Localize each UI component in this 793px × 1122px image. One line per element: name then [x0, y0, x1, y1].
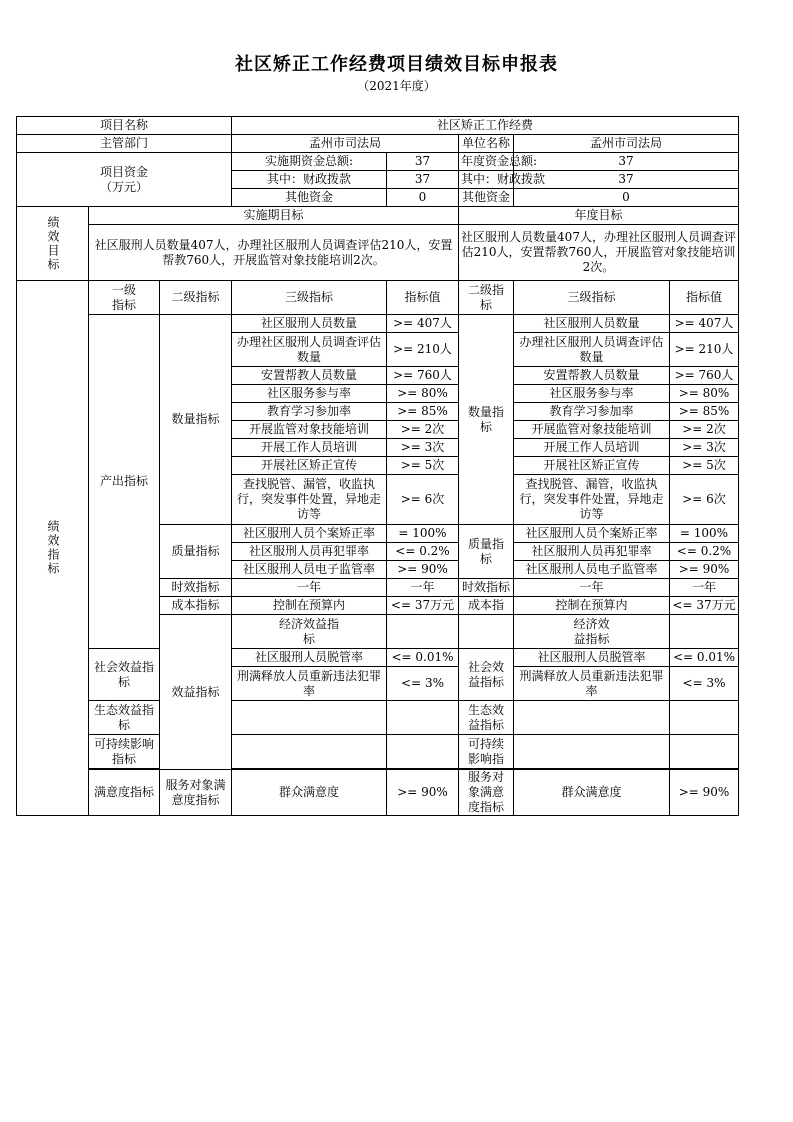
quantity-value: >= 407人 — [387, 315, 459, 333]
fiscal-funds-label: 其中：财政拨款 — [232, 171, 387, 189]
social-name-year: 刑满释放人员重新违法犯罪率 — [514, 667, 670, 701]
sustain-label-year: 可持续 影响指 — [459, 735, 514, 769]
quality-value: >= 90% — [387, 561, 459, 579]
quantity-value: >= 210人 — [387, 333, 459, 367]
value-header-year: 指标值 — [670, 281, 739, 315]
other-funds-value-impl: 0 — [387, 189, 459, 207]
quantity-name-year: 教育学习参加率 — [514, 403, 670, 421]
cost-value: <= 37万元 — [387, 597, 459, 615]
quantity-name: 开展工作人员培训 — [232, 439, 387, 457]
cost-name: 控制在预算内 — [232, 597, 387, 615]
timeliness-name-year: 一年 — [514, 579, 670, 597]
satisfaction-value-year: >= 90% — [670, 770, 739, 816]
sustain-value — [387, 735, 459, 769]
sustain-name-year — [514, 735, 670, 769]
eco-name-year — [514, 701, 670, 735]
quantity-value-year: >= 85% — [670, 403, 739, 421]
dept-label: 主管部门 — [17, 135, 232, 153]
quantity-label-year: 数量指 标 — [459, 315, 514, 525]
quality-label: 质量指标 — [160, 525, 232, 579]
social-value: <= 0.01% — [387, 649, 459, 667]
economic-label-year: 经济效 益指标 — [514, 615, 670, 649]
quality-value-year: >= 90% — [670, 561, 739, 579]
quality-value-year: = 100% — [670, 525, 739, 543]
sustain-value-year — [670, 735, 739, 769]
quantity-value: >= 760人 — [387, 367, 459, 385]
quantity-name-year: 开展工作人员培训 — [514, 439, 670, 457]
social-label: 社会效益指 标 — [89, 649, 160, 701]
performance-goal-table — [16, 116, 739, 816]
eco-name — [232, 701, 387, 735]
economic-name-year — [670, 615, 739, 649]
eco-value-year — [670, 701, 739, 735]
quantity-name-year: 开展监管对象技能培训 — [514, 421, 670, 439]
quantity-name-year: 社区服刑人员数量 — [514, 315, 670, 333]
quantity-name-year: 社区服务参与率 — [514, 385, 670, 403]
eco-value — [387, 701, 459, 735]
other-funds-label: 其他资金 — [232, 189, 387, 207]
form-title: 社区矫正工作经费项目绩效目标申报表 — [235, 54, 558, 75]
level3-header: 三级指标 — [232, 281, 387, 315]
quality-value: <= 0.2% — [387, 543, 459, 561]
level1-header: 一级 指标 — [89, 281, 160, 315]
output-label: 产出指标 — [89, 315, 160, 649]
satisfaction-label: 满意度指标 — [89, 770, 160, 816]
social-value-year: <= 0.01% — [670, 649, 739, 667]
social-name: 刑满释放人员重新违法犯罪率 — [232, 667, 387, 701]
quantity-value: >= 3次 — [387, 439, 459, 457]
economic-label: 经济效益指 标 — [232, 615, 387, 649]
social-label-year: 社会效 益指标 — [459, 649, 514, 701]
economic-name — [387, 615, 459, 649]
total-funds-value: 37 — [387, 153, 459, 171]
quantity-value-year: >= 2次 — [670, 421, 739, 439]
quantity-value-year: >= 5次 — [670, 457, 739, 475]
annual-funds-value: 37 — [514, 153, 739, 171]
quality-name: 社区服刑人员电子监管率 — [232, 561, 387, 579]
satisfaction-name: 群众满意度 — [232, 770, 387, 816]
goals-label: 绩效目标 — [17, 207, 89, 281]
cost-value-year: <= 37万元 — [670, 597, 739, 615]
form-subtitle: （2021年度） — [357, 79, 436, 93]
funds-label: 项目资金 （万元） — [17, 153, 232, 207]
quantity-name: 社区服刑人员数量 — [232, 315, 387, 333]
quantity-name: 开展监管对象技能培训 — [232, 421, 387, 439]
quantity-name: 开展社区矫正宣传 — [232, 457, 387, 475]
impl-goal-text: 社区服刑人员数量407人，办理社区服刑人员调查评估210人，安置帮教760人，开展监管对象技能培训2次。 — [89, 225, 459, 281]
quantity-name-year: 安置帮教人员数量 — [514, 367, 670, 385]
quantity-name: 社区服务参与率 — [232, 385, 387, 403]
cost-name-year: 控制在预算内 — [514, 597, 670, 615]
timeliness-label: 时效指标 — [160, 579, 232, 597]
year-goal-header: 年度目标 — [459, 207, 739, 225]
benefit-label: 效益指标 — [160, 615, 232, 770]
total-funds-label: 实施期资金总额: — [232, 153, 387, 171]
level3-header-year: 三级指标 — [514, 281, 670, 315]
service-satisfaction-label: 服务对象满 意度指标 — [160, 770, 232, 816]
quantity-value: >= 80% — [387, 385, 459, 403]
quantity-name-year: 办理社区服刑人员调查评估数量 — [514, 333, 670, 367]
quantity-value: >= 6次 — [387, 475, 459, 525]
social-value: <= 3% — [387, 667, 459, 701]
other-funds-value-year: 0 — [514, 189, 739, 207]
satisfaction-value: >= 90% — [387, 770, 459, 816]
quality-name: 社区服刑人员个案矫正率 — [232, 525, 387, 543]
fiscal-funds-value-year: 37 — [514, 171, 739, 189]
quantity-name: 安置帮教人员数量 — [232, 367, 387, 385]
fiscal-funds-label-year: 其中：财政拨款 — [459, 171, 514, 189]
quantity-label: 数量指标 — [160, 315, 232, 525]
quantity-name-year: 开展社区矫正宣传 — [514, 457, 670, 475]
quality-value: = 100% — [387, 525, 459, 543]
timeliness-name: 一年 — [232, 579, 387, 597]
quantity-name-year: 查找脱管、漏管，收监执行，突发事件处置，异地走访等 — [514, 475, 670, 525]
quantity-value: >= 2次 — [387, 421, 459, 439]
other-funds-label-year: 其他资金 — [459, 189, 514, 207]
unit-label: 单位名称 — [459, 135, 514, 153]
quantity-value-year: >= 760人 — [670, 367, 739, 385]
eco-label-year: 生态效 益指标 — [459, 701, 514, 735]
quantity-value-year: >= 3次 — [670, 439, 739, 457]
social-name: 社区服刑人员脱管率 — [232, 649, 387, 667]
social-name-year: 社区服刑人员脱管率 — [514, 649, 670, 667]
quantity-name: 教育学习参加率 — [232, 403, 387, 421]
timeliness-label-year: 时效指标 — [459, 579, 514, 597]
quantity-value-year: >= 407人 — [670, 315, 739, 333]
quality-value-year: <= 0.2% — [670, 543, 739, 561]
quantity-value-year: >= 80% — [670, 385, 739, 403]
level2-header-year: 二级指 标 — [459, 281, 514, 315]
indicators-label: 绩效指标 — [17, 281, 89, 816]
quality-name-year: 社区服刑人员再犯罪率 — [514, 543, 670, 561]
year-goal-text: 社区服刑人员数量407人，办理社区服刑人员调查评估210人，安置帮教760人，开展监管对象技能培训2次。 — [459, 225, 739, 281]
cost-label-year: 成本指 — [459, 597, 514, 615]
quantity-name: 办理社区服刑人员调查评估数量 — [232, 333, 387, 367]
satisfaction-name-year: 群众满意度 — [514, 770, 670, 816]
economic-value — [459, 615, 514, 649]
sustain-name — [232, 735, 387, 769]
cost-label: 成本指标 — [160, 597, 232, 615]
quantity-value: >= 85% — [387, 403, 459, 421]
level2-header: 二级指标 — [160, 281, 232, 315]
timeliness-value-year: 一年 — [670, 579, 739, 597]
quality-name-year: 社区服刑人员个案矫正率 — [514, 525, 670, 543]
quantity-value-year: >= 6次 — [670, 475, 739, 525]
sustain-label: 可持续影响 指标 — [89, 735, 160, 769]
project-name-label: 项目名称 — [17, 117, 232, 135]
value-header: 指标值 — [387, 281, 459, 315]
quality-name: 社区服刑人员再犯罪率 — [232, 543, 387, 561]
fiscal-funds-value-impl: 37 — [387, 171, 459, 189]
social-value-year: <= 3% — [670, 667, 739, 701]
service-satisfaction-label-year: 服务对 象满意 度指标 — [459, 770, 514, 816]
annual-funds-label: 年度资金总额: — [459, 153, 514, 171]
project-name-value: 社区矫正工作经费 — [232, 117, 739, 135]
quantity-value: >= 5次 — [387, 457, 459, 475]
eco-label: 生态效益指 标 — [89, 701, 160, 735]
quality-label-year: 质量指 标 — [459, 525, 514, 579]
dept-value: 孟州市司法局 — [232, 135, 459, 153]
quantity-value-year: >= 210人 — [670, 333, 739, 367]
unit-value: 孟州市司法局 — [514, 135, 739, 153]
quality-name-year: 社区服刑人员电子监管率 — [514, 561, 670, 579]
impl-goal-header: 实施期目标 — [89, 207, 459, 225]
quantity-name: 查找脱管、漏管，收监执行，突发事件处置，异地走访等 — [232, 475, 387, 525]
timeliness-value: 一年 — [387, 579, 459, 597]
